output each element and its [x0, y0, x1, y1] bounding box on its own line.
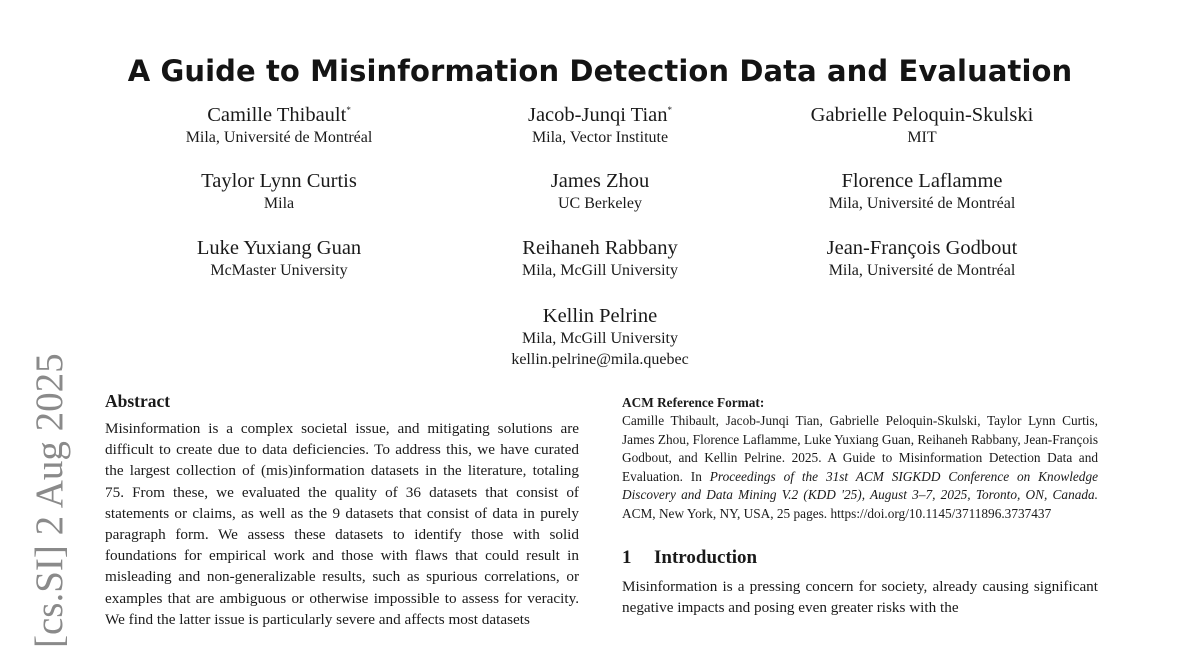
- abstract-section: [105, 390, 579, 630]
- author-name: James Zhou: [550, 170, 650, 192]
- right-column: [622, 394, 1098, 618]
- author-block: [762, 236, 1082, 281]
- arxiv-stamp: [cs.SI] 2 Aug 2025: [28, 353, 71, 648]
- author-affiliation: UC Berkeley: [558, 195, 642, 212]
- author-block: [762, 103, 1082, 148]
- equal-contribution-mark: *: [346, 105, 351, 116]
- author-affiliation: Mila, Université de Montréal: [828, 262, 1016, 279]
- author-affiliation: Mila: [263, 195, 295, 212]
- author-block: [762, 169, 1082, 214]
- author-block: [119, 103, 439, 148]
- section-number: 1: [622, 546, 632, 568]
- author-affiliation: McMaster University: [210, 262, 348, 279]
- author-affiliation: Mila, Université de Montréal: [185, 129, 373, 146]
- author-block: [119, 236, 439, 281]
- introduction-text: Misinformation is a pressing concern for society, already causing significant negative impacts and posing even greater risks with the: [622, 577, 1098, 616]
- author-name: Jacob-Junqi Tian*: [527, 104, 673, 126]
- author-name: Jean-François Godbout: [826, 237, 1018, 259]
- author-name: Gabrielle Peloquin-Skulski: [810, 104, 1034, 126]
- author-block: [440, 103, 760, 148]
- author-name: Reihaneh Rabbany: [522, 237, 678, 259]
- author-block: [440, 236, 760, 281]
- author-affiliation: Mila, Vector Institute: [531, 129, 669, 146]
- author-affiliation: MIT: [907, 129, 937, 146]
- author-block: [440, 304, 760, 370]
- author-affiliation: Mila, McGill University: [522, 262, 678, 279]
- author-name: Camille Thibault*: [207, 104, 351, 126]
- acm-reference-heading: ACM Reference Format:: [622, 395, 765, 410]
- author-name: Taylor Lynn Curtis: [201, 170, 357, 192]
- author-email: kellin.pelrine@mila.quebec: [511, 351, 689, 368]
- author-name: Luke Yuxiang Guan: [196, 237, 362, 259]
- equal-contribution-mark: *: [667, 105, 673, 116]
- author-block: [119, 169, 439, 214]
- author-block: [440, 169, 760, 214]
- abstract-text: Misinformation is a complex societal issue, and mitigating solutions are difficult to create due to data deficiencies. To address this, we have curated the largest collection of (mis)information datasets in the literature, totaling 75. From these, we evaluated the quality of 36 datasets that consist of statements or claims, as well as the 9 datasets that consist of data in purely paragraph form. We assess these datasets to identify those with solid foundations for empirical work and those with flaws that could result in misleading and non-generalizable results, such as spurious correlations, or examples that are ambiguous or otherwise impossible to assess for veracity. We find the latter issue is particularly severe and affects most datasets: [105, 420, 579, 628]
- author-name: Kellin Pelrine: [542, 305, 658, 327]
- introduction-heading: 1 Introduction: [622, 546, 758, 568]
- author-affiliation: Mila, McGill University: [522, 330, 678, 347]
- author-affiliation: Mila, Université de Montréal: [828, 195, 1016, 212]
- acm-reference-venue: Proceedings of the 31st ACM SIGKDD Conference on Knowledge Discovery and Data Mining V.2 (KDD '25), August 3–7, 2025, Toronto, ON, Canada.: [622, 468, 1098, 503]
- abstract-heading: Abstract: [105, 391, 171, 411]
- acm-reference-text: Camille Thibault, Jacob-Junqi Tian, Gabrielle Peloquin-Skulski, Taylor Lynn Curtis, James Zhou, Florence Laflamme, Luke Yuxiang Guan, Reihaneh Rabbany, Jean-François Godbout, and Kellin Pelrine. 2025. A Guide to Misinformation Detection Data and Evaluation. In Proceedings of the 31st ACM SIGKDD Conference on Knowledge Discovery and Data Mining V.2 (KDD '25), August 3–7, 2025, Toronto, ON, Canada. ACM, New York, NY, USA, 25 pages. https://doi.org/10.1145/3711896.3737437: [622, 413, 1098, 521]
- author-name: Florence Laflamme: [841, 170, 1003, 192]
- paper-title: A Guide to Misinformation Detection Data and Evaluation: [127, 54, 1073, 88]
